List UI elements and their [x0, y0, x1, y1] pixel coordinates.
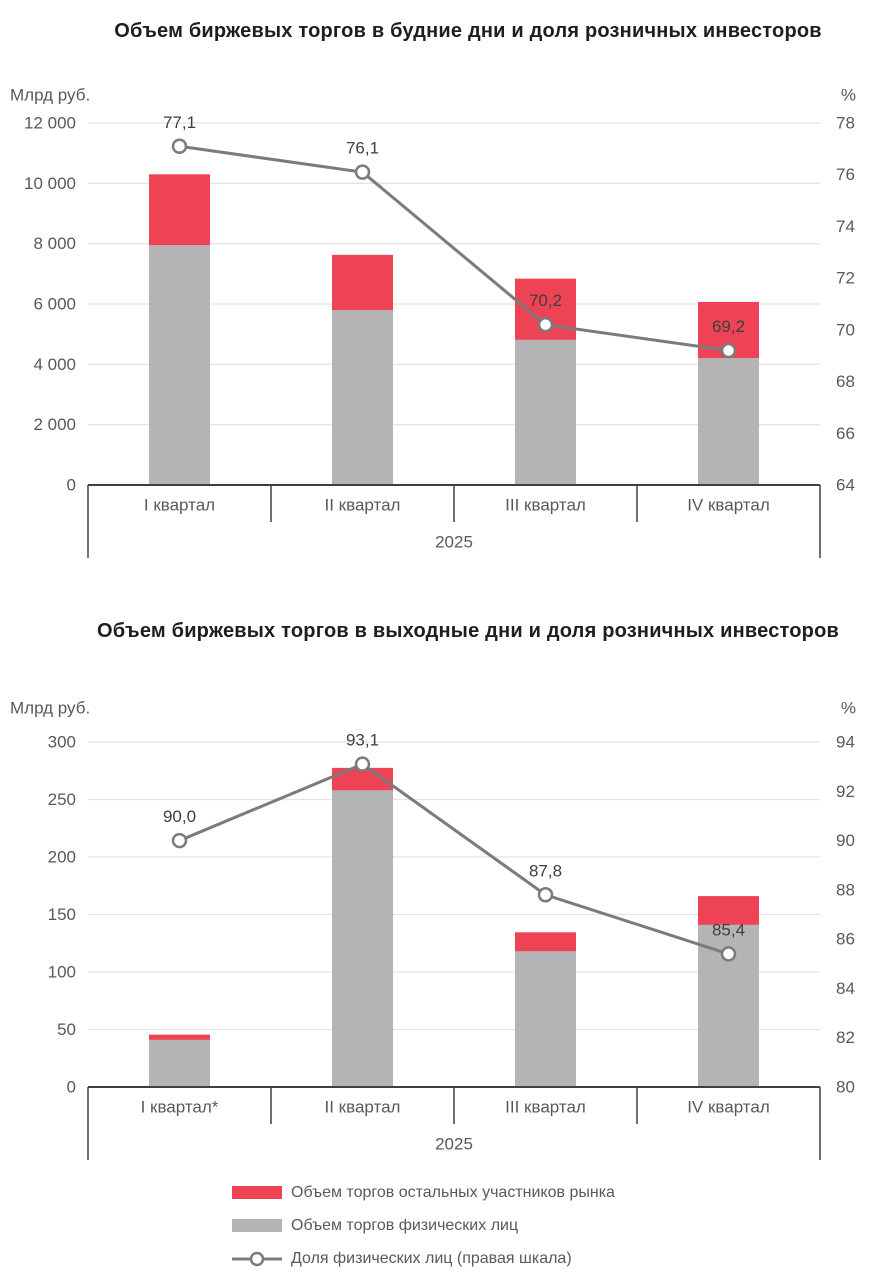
weekend-chart-plot [0, 695, 886, 1170]
right-axis-tick-label: 80 [836, 1077, 855, 1097]
chart-legend [232, 1176, 692, 1275]
bar-segment [698, 358, 759, 485]
line-marker-glyph [232, 1250, 282, 1268]
data-label: 85,4 [711, 920, 746, 940]
right-axis-tick-label: 90 [836, 831, 855, 851]
left-axis-tick-label: 4 000 [33, 354, 76, 374]
line-marker [539, 888, 552, 901]
left-axis-tick-label: 6 000 [33, 294, 76, 314]
red-bar-swatch-icon [232, 1186, 282, 1199]
right-axis-tick-label: 70 [836, 320, 855, 340]
weekend-chart-title: Объем биржевых торгов в выходные дни и доля розничных инвесторов [97, 620, 839, 642]
right-axis-tick-label: 66 [836, 423, 855, 443]
category-label: III квартал [505, 1097, 586, 1117]
bar-segment [149, 1040, 210, 1087]
right-axis-tick-label: 86 [836, 929, 855, 949]
bar-segment [332, 255, 393, 310]
legend-item-others [232, 1176, 692, 1209]
right-axis-unit-label: % [840, 698, 856, 718]
right-axis-tick-label: 78 [836, 113, 855, 133]
bar-segment [515, 932, 576, 951]
right-axis-tick-label: 84 [836, 978, 855, 998]
data-label: 70,2 [528, 291, 563, 311]
left-axis-tick-label: 0 [66, 475, 76, 495]
left-axis-tick-label: 150 [47, 905, 76, 924]
year-group-label: 2025 [435, 1134, 473, 1154]
legend-item-retail [232, 1209, 692, 1242]
left-axis-tick-label: 2 000 [33, 415, 76, 435]
line-marker [722, 344, 735, 357]
bar-segment [149, 174, 210, 245]
weekday-chart-title: Объем биржевых торгов в будние дни и доля розничных инвесторов [114, 20, 822, 42]
category-label: IV квартал [687, 1097, 770, 1117]
right-axis-unit-label: % [840, 85, 856, 105]
data-label: 87,8 [528, 861, 563, 881]
right-axis-tick-label: 92 [836, 781, 855, 801]
data-label: 93,1 [345, 730, 380, 750]
bar-segment [515, 951, 576, 1087]
right-axis-tick-label: 76 [836, 165, 855, 185]
left-axis-tick-label: 0 [66, 1077, 76, 1097]
line-marker [173, 834, 186, 847]
right-axis-tick-label: 72 [836, 268, 855, 288]
category-label: II квартал [324, 1097, 401, 1117]
category-label: I квартал* [140, 1097, 219, 1117]
line-marker-swatch-icon [232, 1250, 282, 1268]
category-label: I квартал [143, 495, 216, 515]
left-axis-tick-label: 50 [57, 1020, 76, 1039]
category-label: II квартал [324, 495, 401, 515]
year-group-label: 2025 [435, 532, 473, 552]
legend-label: Доля физических лиц (правая шкала) [291, 1249, 572, 1267]
line-marker [722, 947, 735, 960]
left-axis-tick-label: 10 000 [24, 173, 76, 193]
line-marker [356, 758, 369, 771]
right-axis-tick-label: 94 [836, 732, 855, 752]
left-axis-tick-label: 200 [47, 847, 76, 867]
right-axis-tick-label: 68 [836, 372, 855, 392]
line-marker [173, 140, 186, 153]
legend-label: Объем торгов физических лиц [291, 1216, 519, 1234]
bar-segment [332, 310, 393, 485]
gray-bar-swatch-icon [232, 1219, 282, 1232]
right-axis-tick-label: 82 [836, 1028, 855, 1048]
legend-label: Объем торгов остальных участников рынка [291, 1183, 615, 1201]
left-axis-tick-label: 300 [47, 732, 76, 752]
left-axis-tick-label: 8 000 [33, 234, 76, 254]
data-label: 90,0 [162, 807, 197, 827]
share-line [180, 764, 729, 954]
bar-segment [149, 245, 210, 485]
legend-item-share [232, 1242, 692, 1275]
data-label: 77,1 [162, 112, 197, 132]
bar-segment [149, 1035, 210, 1040]
share-line [180, 146, 729, 350]
left-axis-unit-label: Млрд руб. [10, 698, 91, 718]
left-axis-tick-label: 12 000 [24, 113, 76, 133]
left-axis-tick-label: 100 [47, 962, 76, 982]
left-axis-unit-label: Млрд руб. [10, 85, 91, 105]
bar-segment [332, 790, 393, 1087]
category-label: III квартал [505, 495, 586, 515]
right-axis-tick-label: 64 [836, 475, 855, 495]
weekday-chart-plot [0, 75, 886, 570]
right-axis-tick-label: 74 [836, 216, 855, 236]
line-marker [539, 318, 552, 331]
left-axis-tick-label: 250 [47, 790, 76, 809]
line-marker [356, 166, 369, 179]
right-axis-tick-label: 88 [836, 880, 855, 900]
bar-segment [515, 340, 576, 485]
data-label: 76,1 [345, 138, 380, 158]
category-label: IV квартал [687, 495, 770, 515]
data-label: 69,2 [711, 317, 746, 337]
